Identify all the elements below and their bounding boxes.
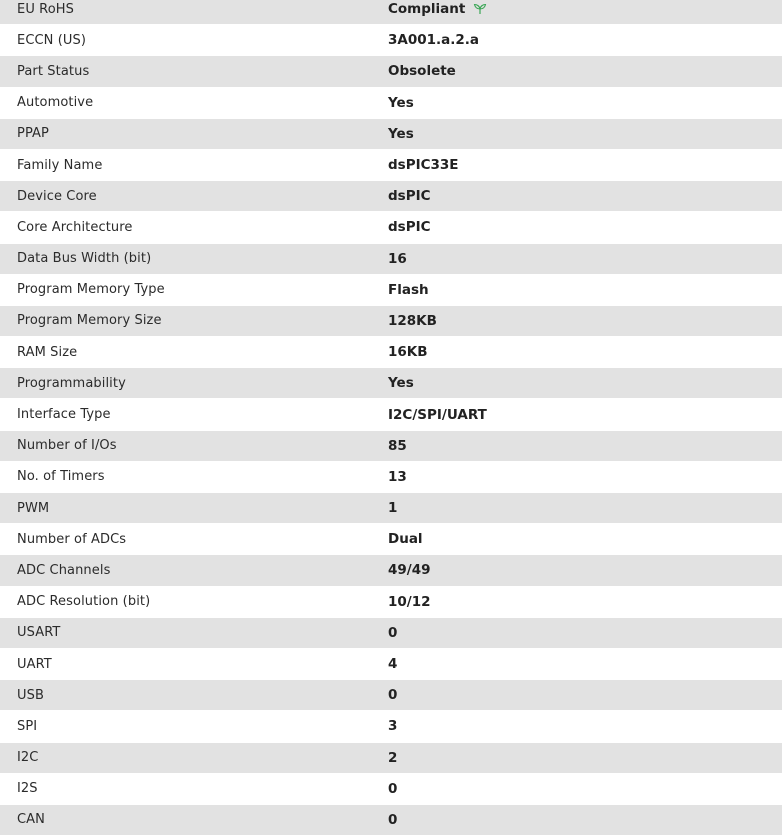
spec-label: Core Architecture [17,219,133,235]
spec-row-program-memory-type [0,275,782,306]
spec-value: 0 [388,687,398,704]
spec-label: USART [17,625,61,641]
spec-value: 128KB [388,312,437,329]
spec-label: RAM Size [17,344,78,360]
spec-label: Number of ADCs [17,531,127,547]
spec-label: Number of I/Os [17,438,117,454]
spec-label: Program Memory Size [17,313,162,329]
spec-value: 10/12 [388,593,431,610]
spec-row-pwm [0,493,782,524]
spec-row-data-bus-width [0,244,782,275]
spec-value [388,1,487,17]
spec-label: ECCN (US) [17,32,87,48]
spec-label: No. of Timers [17,469,105,485]
spec-row-i2c [0,743,782,774]
spec-label: Programmability [17,375,126,391]
spec-row-interface-type [0,399,782,430]
spec-label: Family Name [17,157,103,173]
spec-label: UART [17,656,52,672]
spec-label: CAN [17,812,45,828]
spec-row-family-name [0,150,782,181]
spec-label: Program Memory Type [17,282,165,298]
spec-value: 4 [388,656,398,673]
spec-value: Dual [388,531,423,548]
spec-value: dsPIC33E [388,157,459,174]
spec-value: 0 [388,624,398,641]
leaf-icon [473,3,487,15]
spec-row-adc-resolution [0,587,782,618]
spec-row-usb [0,680,782,711]
spec-value: 3 [388,718,398,735]
spec-value: 13 [388,468,407,485]
spec-label: ADC Channels [17,562,111,578]
spec-row-number-of-adcs [0,524,782,555]
spec-label: Part Status [17,63,90,79]
spec-value: dsPIC [388,219,431,236]
spec-row-spi [0,711,782,742]
spec-value: Obsolete [388,63,456,80]
spec-value: 1 [388,500,398,517]
spec-label: I2S [17,781,38,797]
spec-row-uart [0,649,782,680]
spec-value: 16KB [388,344,428,361]
spec-value: Yes [388,125,414,142]
spec-row-core-architecture [0,212,782,243]
spec-row-timers [0,462,782,493]
spec-value: Yes [388,94,414,111]
spec-row-program-memory-size [0,306,782,337]
spec-value: 2 [388,749,398,766]
spec-value: dsPIC [388,188,431,205]
spec-value: 16 [388,250,407,267]
spec-value: 0 [388,780,398,797]
spec-label: Interface Type [17,407,111,423]
spec-label: PPAP [17,126,49,142]
spec-row-usart [0,618,782,649]
spec-label: USB [17,687,44,703]
spec-row-automotive [0,88,782,119]
spec-label: ADC Resolution (bit) [17,594,151,610]
spec-row-eccn [0,25,782,56]
spec-label: I2C [17,750,39,766]
spec-row-can [0,805,782,836]
spec-value: Yes [388,375,414,392]
spec-row-programmability [0,368,782,399]
spec-value-text: Compliant [388,1,466,18]
spec-row-eu-rohs [0,0,782,25]
spec-label: SPI [17,718,38,734]
spec-label: PWM [17,500,50,516]
spec-value: 85 [388,437,407,454]
spec-label: EU RoHS [17,1,74,17]
spec-row-ram-size [0,337,782,368]
spec-value: 3A001.a.2.a [388,32,480,49]
spec-value: 0 [388,811,398,828]
spec-row-adc-channels [0,555,782,586]
spec-value: Flash [388,281,429,298]
spec-value: I2C/SPI/UART [388,406,487,423]
spec-label: Automotive [17,95,94,111]
spec-value: 49/49 [388,562,431,579]
spec-row-ppap [0,119,782,150]
spec-label: Data Bus Width (bit) [17,251,152,267]
spec-row-i2s [0,774,782,805]
spec-row-part-status [0,56,782,87]
spec-row-device-core [0,181,782,212]
spec-row-number-of-ios [0,431,782,462]
spec-label: Device Core [17,188,97,204]
